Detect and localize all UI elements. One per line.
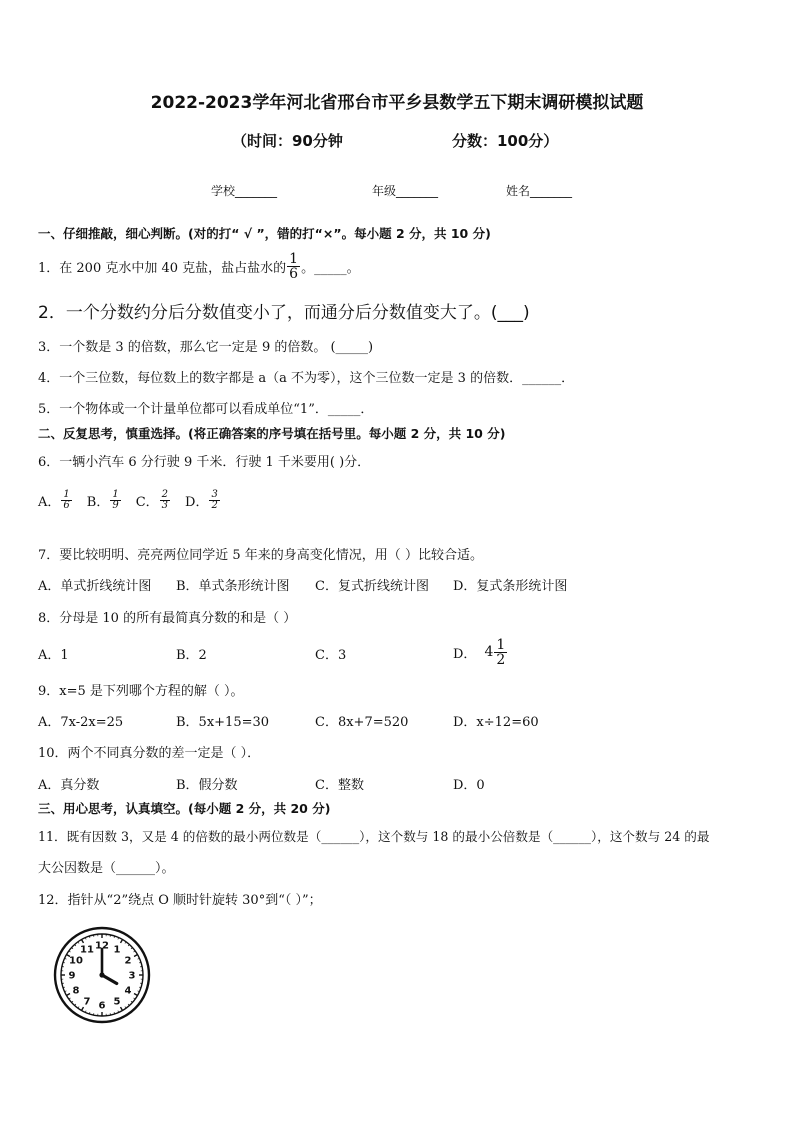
fraction-denominator: 6: [63, 500, 70, 511]
clock-tick: [75, 945, 76, 946]
question-12: 12．指针从“2”绕点 O 顺时针旋转 30°到“（ ）”；: [38, 893, 322, 908]
clock-center-pivot: [99, 972, 104, 977]
option-label: A．: [38, 495, 61, 510]
option-fraction: [160, 490, 170, 511]
question-10-option-c: C．整数: [315, 778, 364, 793]
clock-tick: [128, 945, 129, 946]
clock-tick: [69, 998, 71, 999]
clock-number: 7: [83, 996, 91, 1008]
mixed-number-fraction: [494, 638, 507, 667]
fraction-numerator: 2: [161, 489, 169, 500]
question-7-option-b: B．单式条形统计图: [176, 579, 290, 594]
question-8-option-a: A．1: [38, 648, 69, 663]
option-b: [87, 490, 122, 511]
question-4: 4．一个三位数，每位数上的数字都是 a（a 不为零），这个三位数一定是 3 的倍数．______．: [38, 371, 575, 386]
option-d: [185, 490, 221, 511]
clock-number: 8: [72, 985, 80, 997]
grade-field: 年级_______: [372, 184, 439, 198]
question-9-option-c: C．8x+7=520: [315, 715, 409, 730]
question-2: 2．一个分数约分后分数值变小了，而通分后分数值变大了。(___): [38, 303, 530, 323]
option-label: B．: [86, 495, 110, 510]
question-7-option-d: D．复式条形统计图: [453, 579, 568, 594]
section-2-heading: 二、反复思考，慎重选择。(将正确答案的序号填在括号里。每小题 2 分，共 10 分): [38, 426, 506, 441]
clock-tick: [134, 951, 136, 952]
question-11-line-1: 11．既有因数 3，又是 4 的倍数的最小两位数是（______），这个数与 18 的最小公倍数是（______），这个数与 24 的最: [38, 829, 710, 844]
clock-number: 11: [80, 944, 94, 956]
option-label: C．: [135, 495, 159, 510]
question-10-option-d: D．0: [453, 778, 485, 793]
clock-number: 9: [68, 970, 76, 982]
question-10: 10．两个不同真分数的差一定是（ ）．: [38, 746, 261, 761]
clock-tick: [121, 939, 123, 942]
question-8-option-c: C．3: [315, 648, 347, 663]
clock-tick: [134, 955, 137, 957]
fraction-one-sixth: [287, 252, 300, 281]
page-title: 2022-2023学年河北省邢台市平乡县数学五下期末调研模拟试题: [150, 93, 644, 113]
fraction-denominator: 2: [211, 500, 218, 511]
question-5: 5．一个物体或一个计量单位都可以看成单位“1”．_____．: [38, 402, 374, 417]
clock-tick: [134, 994, 137, 996]
clock-tick: [125, 1007, 126, 1009]
clock-tick: [69, 951, 71, 952]
clock-tick: [72, 1001, 73, 1002]
exam-score: 分数：100分）: [452, 132, 559, 150]
fraction-numerator: 1: [112, 489, 119, 500]
question-11-line-2: 大公因数是（______）。: [38, 861, 175, 876]
fraction-numerator: 1: [289, 250, 299, 267]
exam-time: （时间：90分钟: [232, 132, 343, 150]
question-7-option-a: A．单式折线统计图: [38, 579, 152, 594]
clock-number: 3: [128, 970, 136, 982]
clock-number: 1: [113, 944, 121, 956]
question-1: [38, 246, 360, 286]
question-6: 6．一辆小汽车 6 分行驶 9 千米．行驶 1 千米要用( )分．: [38, 455, 371, 470]
question-6-options: [38, 490, 221, 511]
clock-number: 6: [98, 1000, 106, 1012]
fraction-denominator: 3: [161, 500, 169, 511]
question-7-option-c: C．复式折线统计图: [315, 579, 429, 594]
question-8-option-b: B．2: [176, 648, 207, 663]
question-7: 7．要比较明明、亮亮两位同学近 5 年来的身高变化情况，用（ ）比较合适。: [38, 548, 483, 563]
clock-tick: [75, 1004, 76, 1005]
clock-tick: [125, 942, 126, 944]
clock-number: 5: [113, 996, 121, 1008]
question-8: 8．分母是 10 的所有最简真分数的和是（ ）: [38, 611, 297, 626]
question-1-stem: 1．在 200 克水中加 40 克盐，盐占盐水的: [38, 260, 287, 276]
school-field: 学校_______: [211, 184, 278, 198]
fraction-denominator: 9: [112, 500, 119, 511]
question-8-option-d: [453, 632, 508, 672]
clock-number: 10: [69, 955, 83, 967]
question-3: 3．一个数是 3 的倍数，那么它一定是 9 的倍数。 (_____): [38, 340, 374, 355]
name-field: 姓名_______: [506, 184, 573, 198]
fraction-numerator: 3: [211, 489, 218, 500]
option-fraction: [209, 490, 219, 511]
clock-tick: [78, 942, 79, 944]
section-3-heading: 三、用心思考，认真填空。(每小题 2 分，共 20 分): [38, 801, 331, 816]
clock-tick: [78, 1007, 79, 1009]
question-10-option-b: B．假分数: [176, 778, 238, 793]
clock-figure: [52, 925, 152, 1025]
option-fraction: [61, 490, 71, 511]
clock-tick: [128, 1004, 129, 1005]
section-1-heading: 一、仔细推敲，细心判断。(对的打“ √ ”，错的打“×”。每小题 2 分，共 10 分): [38, 226, 491, 241]
clock-tick: [134, 998, 136, 999]
question-9: 9．x=5 是下列哪个方程的解（ ）。: [38, 684, 244, 699]
option-fraction: [110, 490, 120, 511]
clock-tick: [66, 994, 69, 996]
clock-tick: [121, 1007, 123, 1010]
option-a: [38, 490, 73, 511]
fraction-denominator: 2: [496, 651, 506, 668]
clock-tick: [72, 948, 73, 949]
clock-number: 4: [124, 985, 132, 997]
fraction-numerator: 1: [63, 489, 70, 500]
mixed-number-whole: 4: [484, 644, 494, 660]
clock-tick: [82, 1007, 84, 1010]
clock-tick: [82, 939, 84, 942]
option-label: D．: [185, 495, 209, 510]
question-9-option-d: D．x÷12=60: [453, 715, 539, 730]
clock-number: 12: [95, 940, 109, 952]
clock-tick: [131, 1001, 132, 1002]
fraction-numerator: 1: [496, 636, 506, 653]
question-1-blank: 。_____。: [301, 260, 360, 276]
question-9-option-b: B．5x+15=30: [176, 715, 270, 730]
option-c: [136, 490, 171, 511]
fraction-denominator: 6: [289, 265, 299, 282]
question-9-option-a: A．7x-2x=25: [38, 715, 124, 730]
question-10-option-a: A．真分数: [38, 778, 100, 793]
clock-number: 2: [124, 955, 132, 967]
clock-tick: [131, 948, 132, 949]
option-label: D．: [453, 646, 477, 662]
